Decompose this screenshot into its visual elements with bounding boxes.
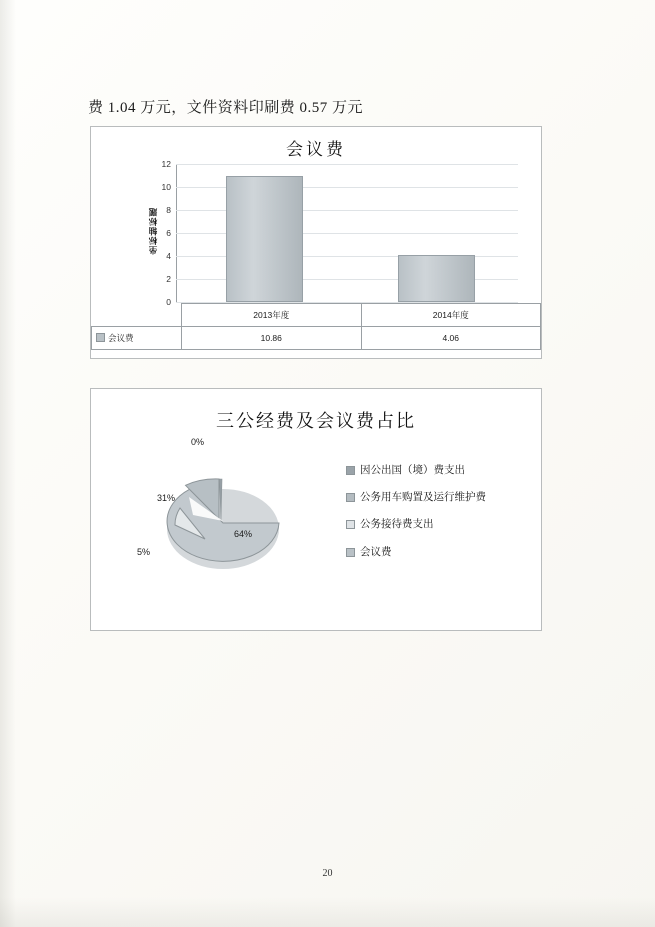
page-number: 20 — [322, 868, 333, 879]
value-2013: 10.86 — [182, 327, 362, 350]
table-row-categories — [92, 304, 541, 327]
bar-chart-plot-area — [161, 159, 518, 307]
series-legend-cell — [92, 327, 182, 350]
series-name: 会议费 — [108, 333, 134, 343]
bar-chart-y-axis-title: 坐标轴标题 — [148, 207, 158, 255]
y-tick-label: 10 — [161, 182, 171, 192]
pie-chart — [90, 388, 542, 631]
legend-label-meetings: 会议费 — [360, 545, 392, 558]
legend-label-hospitality: 公务接待费支出 — [360, 518, 434, 531]
pie-data-label-overseas: 0% — [191, 437, 205, 447]
category-label-2013: 2013年度 — [182, 304, 362, 327]
y-tick-label: 8 — [166, 205, 171, 215]
bar-2013 — [226, 176, 303, 302]
pie-graphic — [131, 451, 311, 591]
legend-color-swatch-icon — [346, 466, 355, 475]
scan-shadow-left — [0, 0, 16, 927]
pie-data-label-meetings: 64% — [234, 529, 253, 539]
intro-text: 费 1.04 万元，文件资料印刷费 0.57 万元 — [88, 100, 364, 116]
legend-color-swatch-icon — [346, 493, 355, 502]
category-label-2014: 2014年度 — [361, 304, 541, 327]
pie-chart-title: 三公经费及会议费占比 — [216, 411, 416, 431]
legend-item-vehicle — [346, 490, 526, 504]
bar-2014 — [398, 255, 475, 302]
pie-chart-plot-area — [131, 437, 311, 591]
bar-chart-data-table — [91, 303, 541, 350]
y-tick-label: 6 — [166, 228, 171, 238]
y-tick-label: 2 — [166, 274, 171, 284]
legend-color-swatch-icon — [346, 520, 355, 529]
bar-chart-title: 会议费 — [286, 140, 346, 159]
legend-item-overseas — [346, 463, 526, 477]
y-tick-label: 4 — [166, 251, 171, 261]
gridline — [161, 159, 518, 169]
y-tick-label: 0 — [166, 297, 171, 307]
legend-item-meetings — [346, 545, 526, 559]
scan-shadow-bottom — [0, 897, 655, 927]
legend-label-overseas: 因公出国（境）费支出 — [360, 464, 465, 476]
pie-data-label-hospitality: 5% — [137, 547, 151, 557]
value-2014: 4.06 — [361, 327, 541, 350]
empty-corner-cell — [92, 304, 182, 327]
pie-chart-legend — [346, 463, 526, 572]
legend-item-hospitality — [346, 517, 526, 531]
legend-color-swatch-icon — [346, 548, 355, 557]
series-color-swatch-icon — [96, 333, 105, 342]
legend-label-vehicle: 公务用车购置及运行维护费 — [360, 491, 486, 504]
y-tick-label: 12 — [161, 159, 171, 169]
pie-data-label-vehicle: 31% — [157, 493, 176, 503]
table-row-values — [92, 327, 541, 350]
bar-chart — [90, 126, 542, 359]
